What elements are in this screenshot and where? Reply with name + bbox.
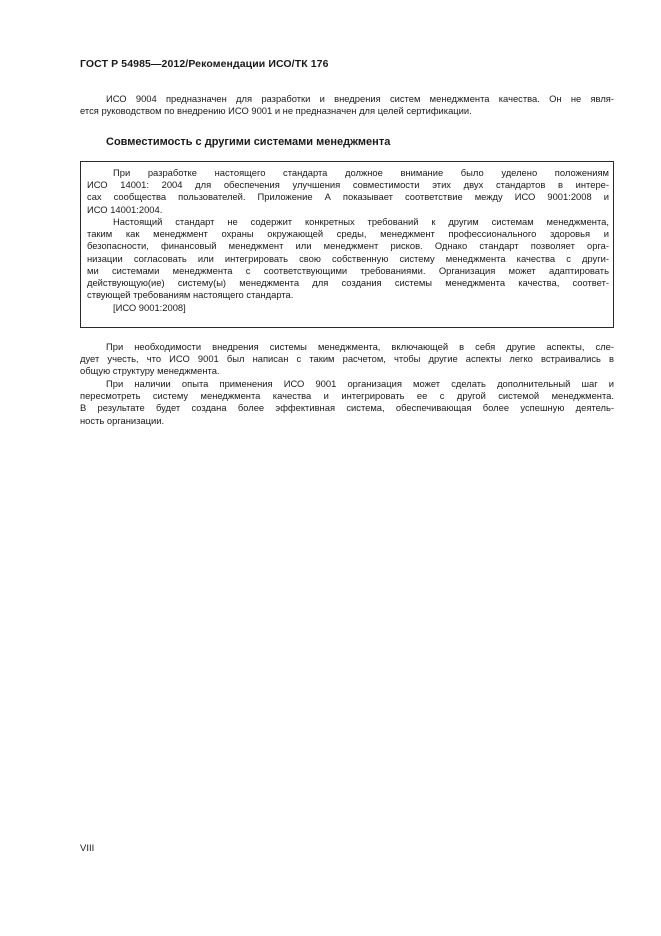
reference-text: [ИСО 9001:2008] <box>113 302 186 313</box>
box-paragraph-1 <box>87 167 609 216</box>
box-reference <box>87 302 609 314</box>
quoted-standard-box <box>80 161 614 328</box>
text-line: ИСО 14001:2004. <box>87 203 163 215</box>
text-line: ствующей требованиям настоящего стандарта. <box>87 289 294 301</box>
text-line: ИСО 9004 предназначен для разработки и внедрения систем менеджмента качества. Он не явля- <box>106 93 614 104</box>
text-line: При наличии опыта применения ИСО 9001 организация может сделать дополнительный шаг и <box>106 378 614 389</box>
document-header: ГОСТ Р 54985—2012/Рекомендации ИСО/ТК 176 <box>80 58 329 70</box>
text-line: пересмотреть систему менеджмента качества и интегрировать ее с другой системой менеджмента. <box>80 390 614 402</box>
intro-paragraph <box>80 93 614 117</box>
text-line: ми системами менеджмента с соответствующими требованиями. Организация может адаптировать <box>87 264 609 276</box>
text-line: сах сообщества пользователей. Приложение А показывает соответствие между ИСО 9001:2008 и <box>87 191 609 203</box>
text-line: действующую(ие) систему(ы) менеджмента для создания системы менеджмента качества, соответ- <box>87 277 609 289</box>
after-paragraph-1 <box>80 341 614 378</box>
text-line: ется руководством по внедрению ИСО 9001 и не предназначен для целей сертификации. <box>80 105 472 117</box>
text-line: При разработке настоящего стандарта должное внимание было уделено положениям <box>113 167 609 178</box>
box-paragraph-2 <box>87 216 609 301</box>
text-line: безопасности, финансовый менеджмент или менеджмент рисков. Однако стандарт позволяет орга- <box>87 240 609 252</box>
text-line: В результате будет создана более эффективная система, обеспечивающая более успешную деятель- <box>80 402 614 414</box>
after-paragraph-2 <box>80 378 614 427</box>
text-line: общую структуру менеджмента. <box>80 365 220 377</box>
text-line: При необходимости внедрения системы менеджмента, включающей в себя другие аспекты, сле- <box>106 341 614 352</box>
section-title: Совместимость с другими системами менеджмента <box>106 136 391 148</box>
text-line: Настоящий стандарт не содержит конкретных требований к другим системам менеджмента, <box>113 216 609 227</box>
text-line: низации согласовать или интегрировать свою собственную систему менеджмента качества с други- <box>87 252 609 264</box>
page-number: VIII <box>80 843 95 854</box>
text-line: ИСО 14001: 2004 для обеспечения улучшения совместимости этих двух стандартов в интере- <box>87 179 609 191</box>
text-line: ность организации. <box>80 414 165 426</box>
text-line: таким как менеджмент охраны окружающей среды, менеджмент профессионального здоровья и <box>87 228 609 240</box>
text-line: дует учесть, что ИСО 9001 был написан с таким расчетом, чтобы другие аспекты легко встраивались в <box>80 353 614 365</box>
